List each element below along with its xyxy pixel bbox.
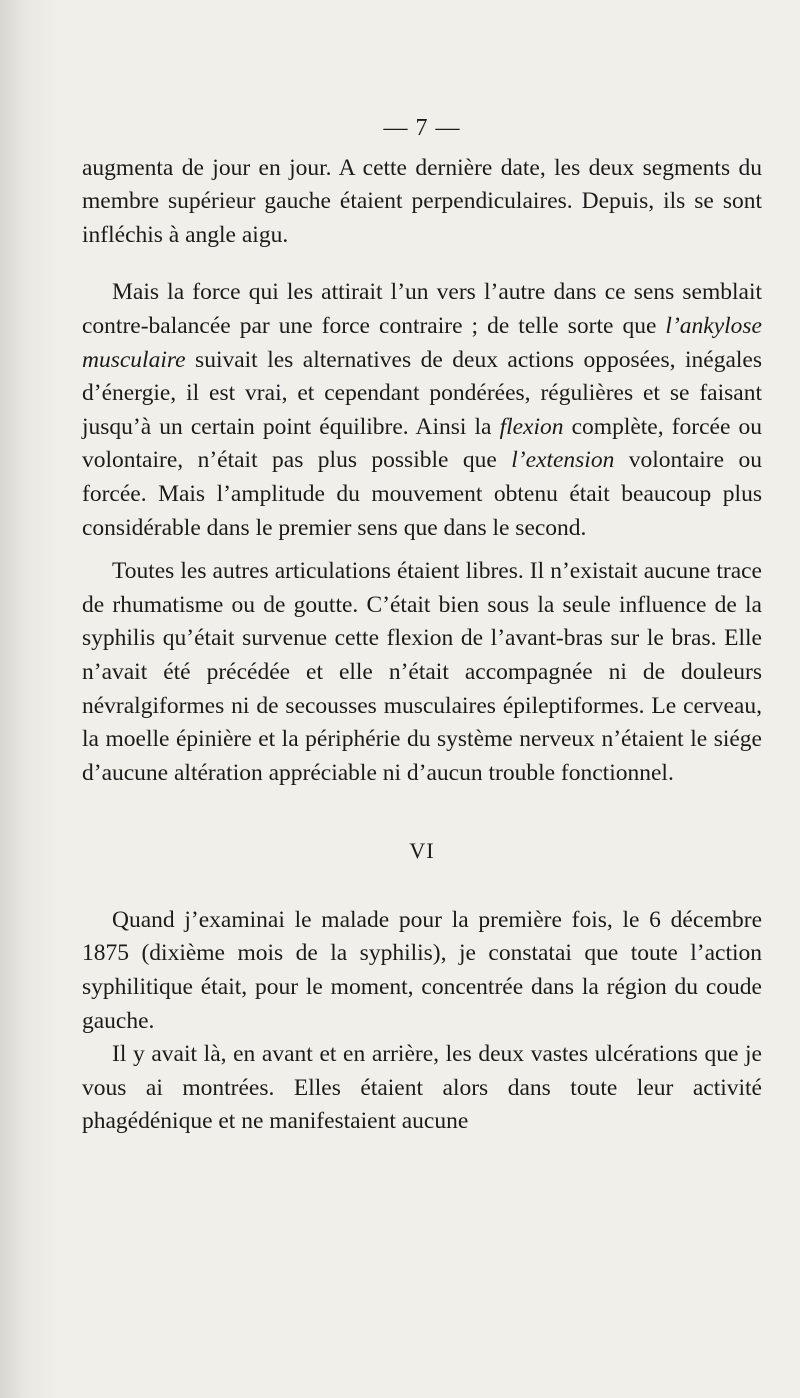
paragraph-1: augmenta de jour en jour. A cette dernière date, les deux segments du membre supérieur gauche étaient perpendiculaires. Depuis, ils se sont infléchis à angle aigu. [82,154,762,248]
paragraph-2-text-1: Mais la force qui les attirait l’un vers l’autre dans ce sens semblait contre-balancée par une force contraire ; de telle sorte que [82,279,762,339]
paragraph-3: Toutes les autres articulations étaient libres. Il n’existait aucune trace de rhumatisme ou de goutte. C’était bien sous la seule influence de la syphilis qu’était survenue cette flexion de l’avant-bras sur le bras. Elle n’avait été précédée et elle n’était accompagnée ni de douleurs névralgiformes ni de secousses musculaires épileptiformes. Le cerveau, la moelle épinière et la périphérie du système nerveux n’étaient le siége d’aucune altération appréciable ni d’aucun trouble fonctionnel. [82,558,762,786]
paragraph-2-italic-3: l’extension [511,447,615,474]
section-heading: VI [409,838,435,864]
page-content [82,112,762,1139]
page-number: — 7 — [383,115,461,141]
page-edge-shadow [0,0,60,1398]
paragraph-2-italic-1: l’ankylose musculaire [82,312,762,373]
paragraph-2-text-3: complète, forcée ou volontaire, n’était pas plus possible que [82,413,762,474]
paragraph-2-italic-2: flexion [499,413,564,440]
paragraph-2-text-2: suivait les alternatives de deux actions opposées, inégales d’énergie, il est vrai, et cependant pondérées, régulières et se faisant jusqu’à un certain point équilibre. Ainsi la [82,346,762,440]
paragraph-4: Quand j’examinai le malade pour la première fois, le 6 décembre 1875 (dixième mois de la syphilis), je constatai que toute l’action syphilitique était, pour le moment, concentrée dans la région du coude gauche. [82,906,762,1034]
paragraph-5: Il y avait là, en avant et en arrière, les deux vastes ulcérations que je vous ai montrées. Elles étaient alors dans toute leur activité phagédénique et ne manifestaient aucune [82,1041,762,1135]
paragraph-2-text-4: volontaire ou forcée. Mais l’amplitude du mouvement obtenu était beaucoup plus considérable dans le premier sens que dans le second. [82,447,762,541]
paragraph-2 [82,276,762,545]
